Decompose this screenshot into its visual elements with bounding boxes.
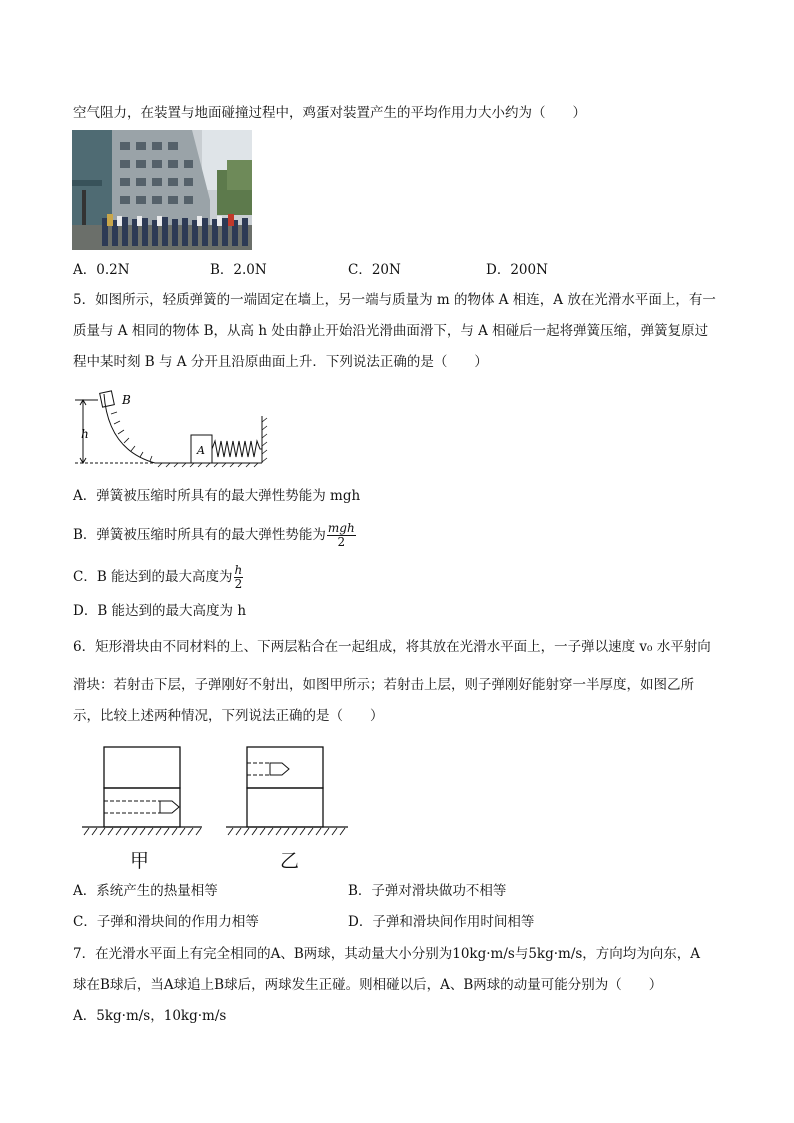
- q5-label-a: A: [197, 444, 205, 457]
- q6-stem-line-1: 6．矩形滑块由不同材料的上、下两层粘合在一起组成，将其放在光滑水平面上，一子弹以速度 v₀ 水平射向: [73, 639, 711, 655]
- q5-option-b-text: B．弹簧被压缩时所具有的最大弹性势能为: [73, 527, 326, 543]
- q4-option-a: A．0.2N: [73, 262, 130, 278]
- q7-option-a: A．5kg·m/s，10kg·m/s: [73, 1008, 227, 1024]
- q7-stem-line-1: 7．在光滑水平面上有完全相同的A、B两球，其动量大小分别为10kg·m/s与5kg·m/s，方向均为向东，A: [73, 946, 701, 962]
- q6-option-a: A．系统产生的热量相等: [73, 883, 218, 899]
- q6-option-c: C．子弹和滑块间的作用力相等: [73, 914, 259, 930]
- q6-stem-line-2: 滑块：若射击下层，子弹刚好不射出，如图甲所示；若射击上层，则子弹刚好能射穿一半厚度，如图乙所: [73, 677, 694, 693]
- q6-figure: [80, 745, 355, 840]
- q4-photo: [72, 130, 252, 250]
- q6-label-yi: 乙: [280, 850, 300, 872]
- q5-label-h: h: [81, 427, 89, 441]
- q5-option-b: [73, 522, 356, 549]
- q5-stem-line-1: 5．如图所示，轻质弹簧的一端固定在墙上，另一端与质量为 m 的物体 A 相连，A 放在光滑水平面上，有一: [73, 292, 716, 308]
- q6-option-d: D．子弹和滑块间作用时间相等: [348, 914, 535, 930]
- q5-option-a: A．弹簧被压缩时所具有的最大弹性势能为 mgh: [73, 488, 361, 504]
- q5-option-c: [73, 564, 243, 591]
- q5-option-d: D．B 能达到的最大高度为 h: [73, 603, 247, 619]
- q6-label-jia: 甲: [130, 850, 150, 872]
- q5-stem-line-3: 程中某时刻 B 与 A 分开且沿原曲面上升．下列说法正确的是（ ）: [73, 354, 488, 370]
- q6-option-b: B．子弹对滑块做功不相等: [348, 883, 507, 899]
- q5-option-b-fraction: $\frac{\text{mgh}}{2}$: [327, 521, 355, 549]
- q7-stem-line-2: 球在B球后，当A球追上B球后，两球发生正碰。则相碰以后，A、B两球的动量可能分别为（ ）: [73, 977, 663, 993]
- q5-option-c-fraction: $\frac{h}{2}$: [234, 563, 243, 591]
- q4-option-c: C．20N: [348, 262, 401, 278]
- q4-option-d: D．200N: [486, 262, 548, 278]
- q4-stem-line: 空气阻力，在装置与地面碰撞过程中，鸡蛋对装置产生的平均作用力大小约为（ ）: [73, 105, 586, 121]
- q5-label-b: B: [122, 393, 131, 407]
- q6-stem-line-3: 示，比较上述两种情况，下列说法正确的是（ ）: [73, 708, 384, 724]
- q4-option-b: B．2.0N: [210, 262, 267, 278]
- q5-option-c-text: C．B 能达到的最大高度为: [73, 569, 233, 585]
- q5-stem-line-2: 质量与 A 相同的物体 B，从高 h 处由静止开始沿光滑曲面滑下，与 A 相碰后一起将弹簧压缩，弹簧复原过: [73, 323, 709, 339]
- q5-figure: [70, 388, 280, 470]
